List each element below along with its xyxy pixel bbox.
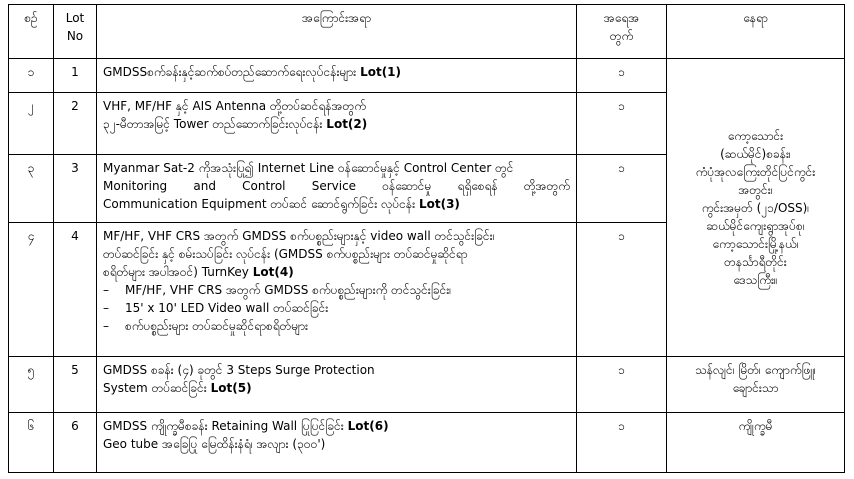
table-row xyxy=(9,357,845,413)
row-description: GMDSSစက်ခန်းနှင့်ဆက်စပ်တည်ဆောက်ရေးလုပ်ငန်းများ Lot(1) xyxy=(97,59,577,93)
header-quantity: အရေအ တွက် xyxy=(577,5,667,59)
header-lot-no: Lot No xyxy=(54,5,97,59)
lot-reference: Lot(1) xyxy=(360,65,402,79)
row-lot-no: 4 xyxy=(54,223,97,357)
row-quantity: ၁ xyxy=(577,357,667,413)
header-location: နေရာ xyxy=(667,5,845,59)
row-description: GMDSS ကျိုက္ခမီစခန်း Retaining Wall ပြုပြင်ခြင်း Lot(6) Geo tube အခြေပြု မြေထိန်းနံရံ၊ အလျား (၃၀၀') xyxy=(97,413,577,473)
row-quantity: ၁ xyxy=(577,413,667,473)
row-number: ၆ xyxy=(9,413,54,473)
row-number: ၄ xyxy=(9,223,54,357)
row-description: VHF, MF/HF နှင့် AIS Antenna တို့တပ်ဆင်ရန်အတွက် ၃၂-မီတာအမြင့် Tower တည်ဆောက်ခြင်းလုပ်ငန်း Lot(2) xyxy=(97,93,577,155)
lot-reference: Lot(3) xyxy=(418,197,460,211)
list-item: – 15' x 10' LED Video wall တပ်ဆင်ခြင်း xyxy=(103,301,329,315)
row-number: ၃ xyxy=(9,155,54,223)
header-description: အကြောင်းအရာ xyxy=(97,5,577,59)
row-lot-no: 5 xyxy=(54,357,97,413)
row-description: GMDSS စခန်း (၄) ခုတွင် 3 Steps Surge Protection System တပ်ဆင်ခြင်း Lot(5) xyxy=(97,357,577,413)
lot-reference: Lot(5) xyxy=(210,381,252,395)
row-lot-no: 3 xyxy=(54,155,97,223)
location-row6: ကျိုက္ခမီ xyxy=(667,413,845,473)
lot-reference: Lot(2) xyxy=(326,117,368,131)
lot-reference: Lot(4) xyxy=(252,265,294,279)
list-item: – စက်ပစ္စည်းများ တပ်ဆင်မှုဆိုင်ရာစရိတ်များ xyxy=(103,319,309,333)
lot-reference: Lot(6) xyxy=(347,419,389,433)
location-merged: ကော့သောင်း (ဆယ်မိုင်)စခန်း၊ ကံပုံအုလကြေးတိုင်ပြင်ကွင်း အတွင်း၊ ကွင်းအမှတ် (၂၁/OSS)၊ ဆယ်မိုင်ကျေးရွာအုပ်စု၊ ကော့သောင်းမြို့နယ်၊ တနင်္သာရီတိုင်း ဒေသကြီး။ xyxy=(667,59,845,357)
row-number: ၅ xyxy=(9,357,54,413)
lot-table xyxy=(8,4,845,473)
row-lot-no: 1 xyxy=(54,59,97,93)
row-quantity: ၁ xyxy=(577,59,667,93)
list-item: – MF/HF, VHF CRS အတွက် GMDSS စက်ပစ္စည်းများကို တင်သွင်းခြင်း၊ xyxy=(103,283,452,297)
row-quantity: ၁ xyxy=(577,223,667,357)
row-description: Myanmar Sat-2 ကိုအသုံးပြု၍ Internet Line ဝန်ဆောင်မှုနှင့် Control Center တွင် Monitoring and Control Service ဝန်ဆောင်မှု ရရှိစေရန် တို့အတွက် Communication Equipment တပ်ဆင် ဆောင်ရွက်ခြင်း လုပ်ငန်း Lot(3) xyxy=(97,155,577,223)
row-number: ၂ xyxy=(9,93,54,155)
row-description: MF/HF, VHF CRS အတွက် GMDSS စက်ပစ္စည်းများနှင့် video wall တင်သွင်းခြင်း၊ တပ်ဆင်ခြင်း နှင့် စမ်းသပ်ခြင်း လုပ်ငန်း (GMDSS စက်ပစ္စည်းများ တပ်ဆင်မှုဆိုင်ရာ စရိတ်များ အပါအဝင်) TurnKey Lot(4) – MF/HF, VHF CRS အတွက် GMDSS စက်ပစ္စည်းများကို တင်သွင်းခြင်း၊ – 15' x 10' LED Video wall တပ်ဆင်ခြင်း – စက်ပစ္စည်းများ တပ်ဆင်မှုဆိုင်ရာစရိတ်များ xyxy=(97,223,577,357)
row-quantity: ၁ xyxy=(577,155,667,223)
row-number: ၁ xyxy=(9,59,54,93)
row-lot-no: 6 xyxy=(54,413,97,473)
table-row xyxy=(9,59,845,93)
header-number: စဉ် xyxy=(9,5,54,59)
row-quantity: ၁ xyxy=(577,93,667,155)
table-row xyxy=(9,413,845,473)
location-row5: သန်လျင်၊ မြိတ်၊ ကျောက်ဖြူ၊ ချောင်းသာ xyxy=(667,357,845,413)
row-lot-no: 2 xyxy=(54,93,97,155)
header-row xyxy=(9,5,845,59)
